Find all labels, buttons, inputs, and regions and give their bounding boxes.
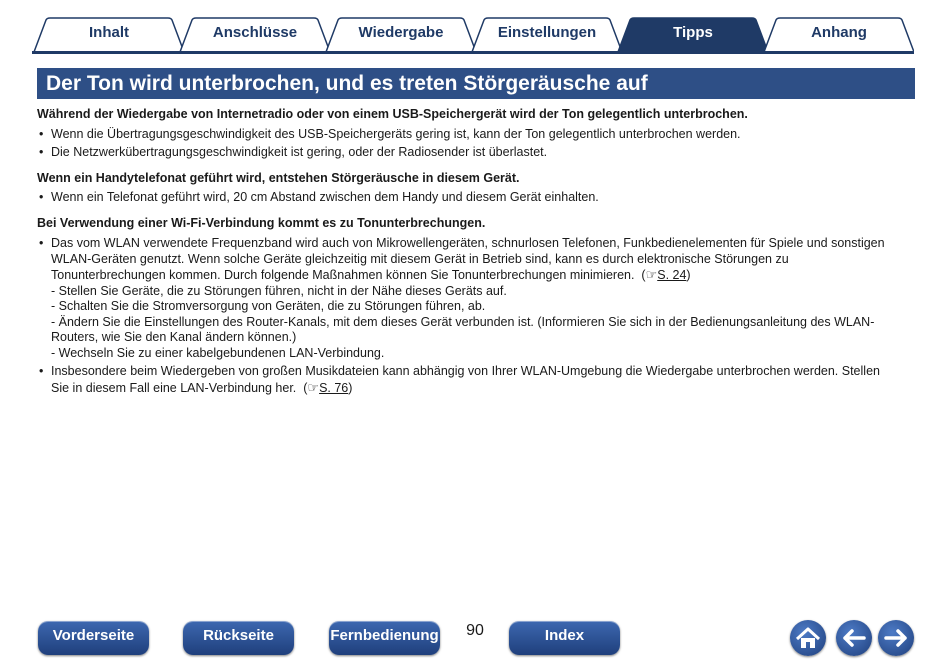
text-line: • Insbesondere beim Wiedergeben von großen Musikdateien kann abhängig von Ihrer WLAN-Umgebung die Wiedergabe unterbrochen werden. Stellen <box>51 364 880 378</box>
list-item <box>37 364 917 396</box>
arrow-left-icon <box>836 620 872 656</box>
arrow-right-icon <box>878 620 914 656</box>
list-item: • Wenn die Übertragungsgeschwindigkeit des USB-Speichergeräts gering ist, kann der Ton gelegentlich unterbrochen werden. <box>37 127 917 143</box>
page-heading: Der Ton wird unterbrochen, und es treten Störgeräusche auf <box>37 68 915 99</box>
sub-item: Routers, wie Sie den Kanal ändern können.) <box>51 330 297 344</box>
sub-item: - Ändern Sie die Einstellungen des Router-Kanals, mit dem dieses Gerät verbunden ist. (Informieren Sie sich in der Bedienungsanleitung des WLAN- <box>51 314 875 329</box>
page-ref-link-24[interactable]: S. 24 <box>657 268 687 282</box>
text-line: WLAN-Geräten genutzt. Wenn solche Geräte gleichzeitig mit diesem Gerät in Betrieb sind, kann es durch elektronische Störungen zu <box>51 251 789 266</box>
sub-item: - Schalten Sie die Stromversorgung von Geräten, die zu Störungen führen, ab. <box>51 299 486 313</box>
text-line: • Das vom WLAN verwendete Frequenzband wird auch von Mikrowellengeräten, schnurlosen Telefonen, Funkbedienelementen für Spiele und sonstigen <box>51 236 885 250</box>
section-title-wifi: Bei Verwendung einer Wi-Fi-Verbindung kommt es zu Tonunterbrechungen. <box>37 215 486 230</box>
tab-inhalt[interactable]: Inhalt <box>89 24 129 41</box>
rear-panel-button[interactable]: Rückseite <box>183 621 294 655</box>
page-number: 90 <box>466 622 484 639</box>
sub-item: - Wechseln Sie zu einer kabelgebundenen LAN-Verbindung. <box>51 345 385 360</box>
text-line: Tonunterbrechungen kommen. Durch folgende Maßnahmen können Sie Tonunterbrechungen minimieren. (☞S. 24) <box>51 267 691 282</box>
page-ref-link-76[interactable]: S. 76 <box>319 380 349 395</box>
tab-anschluesse[interactable]: Anschlüsse <box>212 24 298 41</box>
tab-einstellungen[interactable]: Einstellungen <box>497 24 597 41</box>
home-icon <box>790 620 826 656</box>
section-title-usb: Während der Wiedergabe von Internetradio oder von einem USB-Speichergerät wird der Ton gelegentlich unterbrochen. <box>37 107 748 121</box>
text-line-content: Tonunterbrechungen kommen. Durch folgende Maßnahmen können Sie Tonunterbrechungen minimieren. <box>51 268 635 282</box>
tab-anhang[interactable]: Anhang <box>811 24 867 41</box>
list-item: • Die Netzwerkübertragungsgeschwindigkeit ist gering, oder der Radiosender ist überlastet. <box>37 145 917 161</box>
forward-button[interactable] <box>878 620 914 656</box>
sub-item: - Stellen Sie Geräte, die zu Störungen führen, nicht in der Nähe dieses Geräts auf. <box>51 283 507 298</box>
text-line: Sie in diesem Fall eine LAN-Verbindung her. (☞S. 76) <box>51 379 353 395</box>
back-button[interactable] <box>836 620 872 656</box>
tab-wiedergabe[interactable]: Wiedergabe <box>358 24 444 41</box>
index-button[interactable]: Index <box>509 621 620 655</box>
section-title-phone: Wenn ein Handytelefonat geführt wird, entstehen Störgeräusche in diesem Gerät. <box>37 170 520 185</box>
list-item: • Wenn ein Telefonat geführt wird, 20 cm Abstand zwischen dem Handy und diesem Gerät einhalten. <box>37 190 917 206</box>
tab-tipps[interactable]: Tipps <box>673 24 713 41</box>
pointing-hand-icon: ☞ <box>307 379 320 395</box>
list-item <box>37 236 917 361</box>
remote-control-button[interactable]: Fernbedienung <box>329 621 440 655</box>
front-panel-button[interactable]: Vorderseite <box>38 621 149 655</box>
home-button[interactable] <box>790 620 826 656</box>
content <box>37 107 917 396</box>
tab-bar <box>32 17 914 53</box>
pointing-hand-icon: ☞ <box>645 267 658 282</box>
text-line-content: Sie in diesem Fall eine LAN-Verbindung her. <box>51 380 297 395</box>
tab-underline <box>32 51 914 54</box>
